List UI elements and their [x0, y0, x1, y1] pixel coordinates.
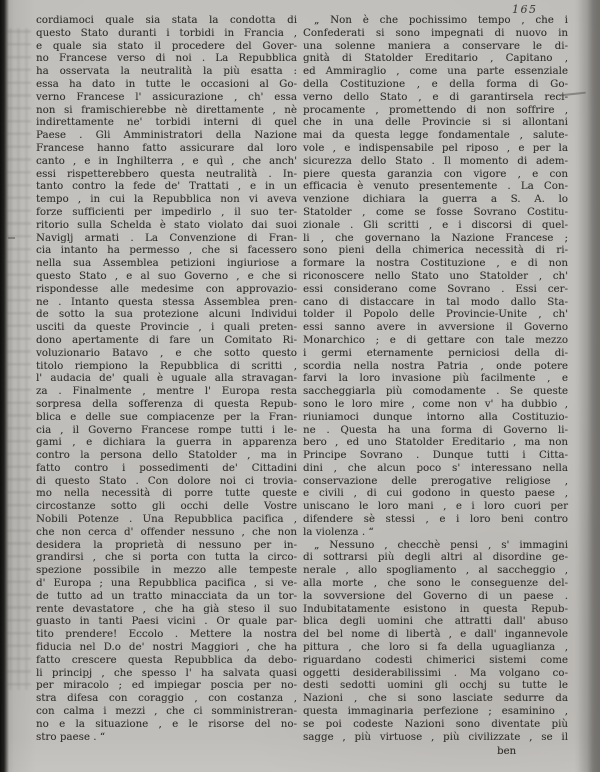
text-line: di sottrarsi più degli altri al disordine ge-	[303, 552, 568, 564]
text-line: e civili , di cui godono in questo paese ,	[303, 488, 568, 500]
text-line: Nazioni , che si sono lasciate sedurre da	[303, 693, 568, 705]
text-line: ha osservata la neutralità la più esatta :	[36, 66, 297, 78]
text-line: questo Stato , e al suo Governo , e che si	[36, 270, 297, 282]
bleed-through-marks	[7, 28, 31, 690]
text-line: di questo Stato . Con dolore noi ci trovia-	[36, 475, 297, 487]
text-line: oggetti desiderabilissimi . Ma volgano co-	[303, 667, 568, 679]
text-line: ne . Intanto questa stessa Assemblea pren-	[36, 296, 297, 308]
text-line: desti sedotti uomini gli occhj su tutte le	[303, 680, 568, 692]
text-line: vole , e indispensabile pel riposo , e per la	[303, 142, 568, 154]
text-line: essi sanno avere in avversione il Governo	[303, 322, 568, 334]
text-line: nerale , allo spogliamento , al saccheggio ,	[303, 565, 568, 577]
text-line: za . Finalmente , mentre l' Europa resta	[36, 386, 297, 398]
text-line: essa ha dato in tutte le occasioni al Go-	[36, 78, 297, 90]
text-line: verno Francese l' assicurazione , ch' essa	[36, 91, 297, 103]
text-line: mai da questa legge fondamentale , salute-	[303, 130, 568, 142]
text-line: se poi codeste Nazioni sono diventate più	[303, 718, 568, 730]
text-line: essi considerano come Sovrano . Essi cer-	[303, 283, 568, 295]
text-line: conservazione delle prerogative religiose ,	[303, 475, 568, 487]
scan-right-shaded-edge	[578, 0, 600, 772]
text-line: saccheggiarla più comodamente . Se queste	[303, 386, 568, 398]
text-line: con calma i mezzi , che ci somministreran-	[36, 706, 297, 718]
text-line: una solenne maniera a conservare le di-	[303, 40, 568, 52]
text-line: scordia nella nostra Patria , onde potere	[303, 360, 568, 372]
text-line: Francese hanno fatto assicurare dal loro	[36, 142, 297, 154]
text-line: voluzionario Batavo , e che sotto questo	[36, 347, 297, 359]
text-line: dono apertamente di fare un Comitato Ri-	[36, 334, 297, 346]
text-line: gnità di Statolder Ereditario , Capitano ,	[303, 53, 568, 65]
text-line: bero , ed uno Statolder Ereditario , ma non	[303, 437, 568, 449]
text-line: circostanze sotto gli occhi delle Vostre	[36, 501, 297, 513]
text-line: indirettamente ne' torbidi interni di quel	[36, 117, 297, 129]
text-line: de sotto la sua protezione alcuni Individui	[36, 309, 297, 321]
text-line: cia intanto ha permesso , che si facessero	[36, 245, 297, 257]
text-line: mo nella necessità di porre tutte queste	[36, 488, 297, 500]
text-line: per miracolo ; ed impiegar poscia per no-	[36, 680, 297, 692]
text-line: forze sufficienti per impedirlo , il suo ter-	[36, 206, 297, 218]
text-line: i germi eternamente perniciosi della di-	[303, 347, 568, 359]
text-line: ne . Questa ha una forma di Governo li-	[303, 424, 568, 436]
text-line: alla morte , che sono le conseguenze del-	[303, 578, 568, 590]
text-line: contro la persona dello Statolder , ma in	[36, 450, 297, 462]
text-line: difendere sè stessi , e i loro beni contro	[303, 514, 568, 526]
text-line: titolo riempiono la Repubblica di scritti ,	[36, 360, 297, 372]
text-line: Principe Sovrano . Dunque tutti i Citta-	[303, 450, 568, 462]
text-line: no Francese verso di noi . La Repubblica	[36, 53, 297, 65]
text-line: e quale sia stato il procedere del Gover-	[36, 40, 297, 52]
text-line: riuniamoci dunque intorno alla Costituzio-	[303, 411, 568, 423]
text-line: tolder il Popolo delle Provincie-Unite , ch'	[303, 309, 568, 321]
text-line: de tutto ad un tratto minacciata da un tor-	[36, 590, 297, 602]
text-line: formare la nostra Costituzione , e di non	[303, 258, 568, 270]
text-line: blica e delle sue compiacenze per la Fran-	[36, 411, 297, 423]
text-line: nella sua Assemblea petizioni ingiuriose a	[36, 258, 297, 270]
text-line: essi rispetterebbero questa neutralità . In-	[36, 168, 297, 180]
text-line: l' audacia de' quali è uguale alla stravagan-	[36, 373, 297, 385]
text-line: usciti da queste Provincie , i quali preten-	[36, 322, 297, 334]
text-line: d' Europa ; una Repubblica pacifica , si ve-	[36, 578, 297, 590]
text-line: pittura , che loro si fa della uguaglianza ,	[303, 642, 568, 654]
text-line: della Costituzione , e della forma di Go-	[303, 78, 568, 90]
text-line: uniscano le loro mani , e i loro cuori per	[303, 501, 568, 513]
text-line: Naviglj armati . La Convenzione di Fran-	[36, 232, 297, 244]
text-line: la sovversione del Governo di un paese .	[303, 590, 568, 602]
text-line: dini , che alcun poco s' interessano nella	[303, 462, 568, 474]
text-line: sono pieni della chimerica necessità di ri-	[303, 245, 568, 257]
text-line: non si framischierebbe nè direttamente , nè	[36, 104, 297, 116]
text-line: che in una delle Provincie si si allontani	[303, 117, 568, 129]
text-line: efficacia è venuto presentemente . La Con-	[303, 181, 568, 193]
right-text-column	[303, 15, 568, 744]
text-line: farvi la loro invasione più facilmente , e	[303, 373, 568, 385]
text-line: piere questa garanzia con vigore , e con	[303, 168, 568, 180]
text-line: no e la situazione , e le risorse del no-	[36, 718, 297, 730]
text-line: „ Nessuno , checchè pensi , s' immagini	[314, 539, 568, 551]
text-line: fatto contro i possedimenti de' Cittadini	[36, 462, 297, 474]
text-line: ritorio sulla Schelda è stato violato dai suoi	[36, 219, 297, 231]
text-line: sono le loro mire , come non v' ha dubbio ,	[303, 398, 568, 410]
text-line: sorpresa della sofferenza di questa Repub-	[36, 398, 297, 410]
left-text-column	[36, 15, 297, 744]
text-line: „ Non è che pochissimo tempo , che i	[314, 15, 568, 26]
text-line: Nobili Potenze . Una Repubblica pacifica ,	[36, 514, 297, 526]
text-line: guasto in tanti Paesi vicini . Or quale par-	[36, 616, 297, 628]
text-line: fatto crescere questa Repubblica da debo-	[36, 654, 297, 666]
text-line: verno dello Stato , e di garantirsela reci-	[303, 91, 568, 103]
text-line: gami , e dichiara la guerra in apparenza	[36, 437, 297, 449]
text-line: tempo , in cui la Repubblica non vi aveva	[36, 194, 297, 206]
text-line: li , che governano la Nazione Francese ;	[303, 232, 568, 244]
text-line: cano di distaccare in tal modo dallo Sta-	[303, 296, 568, 308]
text-line: zionale . Gli scritti , e i discorsi di quel-	[303, 219, 568, 231]
text-line: cordiamoci quale sia stata la condotta di	[36, 15, 297, 26]
text-line: tanto contro la fede de' Trattati , e in un	[36, 181, 297, 193]
text-line: questo Stato duranti i torbidi in Francia ,	[36, 27, 297, 39]
text-line: del bel nome di libertà , e dall' ingannevole	[303, 629, 568, 641]
text-line: procamente , promettendo di non soffrire ,	[303, 104, 568, 116]
text-line: rispondesse alle medesime con approvazio-	[36, 283, 297, 295]
catchword: ben	[497, 746, 517, 757]
text-line: cia , il Governo Francese rompe tutti i le-	[36, 424, 297, 436]
text-line: Confederati si sono impegnati di nuovo in	[303, 27, 568, 39]
text-line: Indubitatamente esistono in questa Repub-	[303, 603, 568, 615]
text-line: ed Ammiraglio , come una parte essenziale	[303, 66, 568, 78]
text-line: sicurezza dello Stato . Il momento di adem-	[303, 155, 568, 167]
text-line: rente devastatore , che ha già steso il suo	[36, 603, 297, 615]
text-line: stro paese . “	[36, 731, 106, 743]
text-line: venzione dichiara la guerra a S. A. lo	[303, 194, 568, 206]
text-line: spezione possibile in mezzo alle tempeste	[36, 565, 297, 577]
text-line: canto , e in Inghilterra , e quì , che anch'	[36, 155, 297, 167]
text-line: la violenza . “	[303, 526, 374, 538]
text-line: Monarchico ; e di gettare con tale mezzo	[303, 334, 568, 346]
text-line: questa immaginaria perfezione ; esaminino ,	[303, 706, 568, 718]
text-line: grandirsi , che si porta con tutta la circo-	[36, 552, 297, 564]
page-number: 165	[512, 3, 538, 16]
text-line: sagge , più virtuose , più civilizzate , se il	[303, 731, 568, 743]
text-line: riguardano codesti chimerici sistemi come	[303, 654, 568, 666]
text-line: blica degli uomini che attratti dall' abuso	[303, 616, 568, 628]
text-line: che non cerca d' offender nessuno , che non	[36, 526, 297, 538]
text-line: desidera la proprietà di nessuno per in-	[36, 539, 297, 551]
text-line: Paese . Gli Amministratori della Nazione	[36, 130, 297, 142]
text-line: fiducia nel D.o de' nostri Maggiori , che ha	[36, 642, 297, 654]
text-line: Statolder , come se fosse Sovrano Costitu-	[303, 206, 568, 218]
text-line: stra difesa con coraggio , con costanza ,	[36, 693, 297, 705]
text-line: tito prendere! Eccolo . Mettere la nostra	[36, 629, 297, 641]
ink-speck	[8, 237, 15, 239]
text-line: riconoscere nello Stato uno Statolder , ch'	[303, 270, 568, 282]
text-line: li principj , che spesso l' ha salvata quasi	[36, 667, 297, 679]
